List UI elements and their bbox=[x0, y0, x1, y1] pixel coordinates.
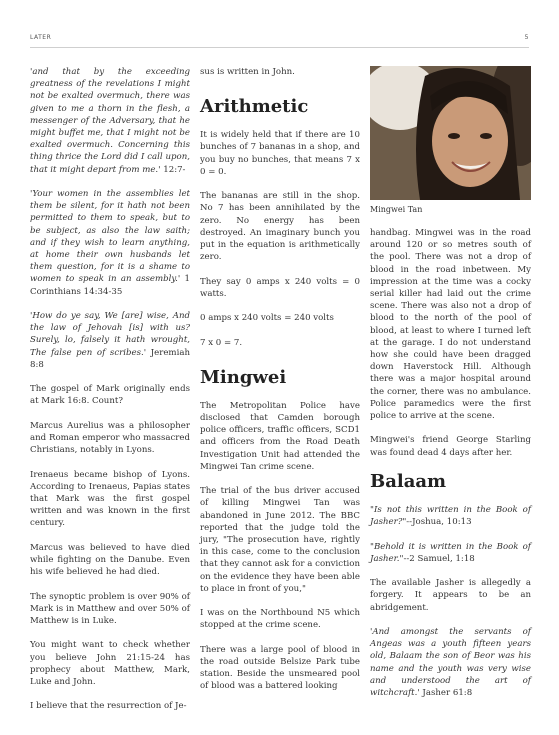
paragraph: It is widely held that if there are 10 bunches of 7 bananas in a shop, and you buy no bunches, that means 7 x 0 = 0. bbox=[200, 130, 360, 177]
quote-2-corinthians: 'and that by the exceeding greatness of the revelations I might not be exalted overmuch, there was given to me a thorn in the flesh, a messenger of the Adversary, that he might buffet me, that I might not be exalted overmuch. Concerning this thing thrice the Lord did I call upon, that it might depart from me.' 12:7- bbox=[30, 67, 190, 175]
paragraph: Marcus Aurelius was a philosopher and Roman emperor who massacred Christians, notably in Lyons. bbox=[30, 420, 190, 456]
paragraph: The available Jasher is allegedly a forgery. It appears to be an abridgement. bbox=[370, 578, 531, 613]
paragraph: You might want to check whether you believe John 21:15-24 has prophecy about Matthew, Mark, Luke and John. bbox=[30, 640, 190, 688]
section-heading-balaam: Balaam bbox=[370, 471, 447, 493]
paragraph: The synoptic problem is over 90% of Mark is in Matthew and over 50% of Matthew is in Luke. bbox=[30, 591, 190, 627]
paragraph: Irenaeus became bishop of Lyons. According to Irenaeus, Papias states that Mark was the first gospel written and was known in the first century. bbox=[30, 469, 190, 529]
quote-1-corinthians: 'Your women in the assemblies let them be silent, for it hath not been permitted to them to speak, but to be subject, as also the law saith; and if they wish to learn anything, at home their own husbands let them question, for it is a shame to women to speak in an assembly.' 1 Corinthians 14:34-35 bbox=[30, 189, 191, 297]
paragraph: Mingwei's friend George Starling was found dead 4 days after her. bbox=[370, 435, 531, 458]
photo-caption: Mingwei Tan bbox=[370, 205, 423, 214]
column-2 bbox=[200, 66, 360, 693]
column-3 bbox=[370, 66, 531, 699]
paragraph: Marcus was believed to have died while fighting on the Danube. Even his wife believed he had died. bbox=[30, 542, 190, 578]
portrait-photo bbox=[370, 66, 531, 200]
page-number: 5 bbox=[524, 34, 529, 41]
paragraph: The gospel of Mark originally ends at Mark 16:8. Count? bbox=[30, 384, 190, 407]
paragraph: 0 amps x 240 volts = 240 volts bbox=[200, 313, 334, 324]
paragraph: The bananas are still in the shop. No 7 has been annihilated by the zero. No energy has been destroyed. An imaginary bunch you put in the equation is arithmetically zero. bbox=[200, 191, 360, 263]
paragraph: There was a large pool of blood in the road outside Belsize Park tube station. Beside the unsmeared pool of blood was a battered looking bbox=[200, 644, 360, 692]
paragraph: I was on the Northbound N5 which stopped at the crime scene. bbox=[200, 608, 360, 631]
paragraph: I believe that the resurrection of Je- bbox=[30, 701, 187, 712]
section-heading-mingwei: Mingwei bbox=[200, 366, 287, 388]
running-title: LATER bbox=[30, 34, 52, 41]
section-heading-arithmetic: Arithmetic bbox=[200, 96, 309, 118]
header-rule bbox=[30, 47, 529, 48]
paragraph: They say 0 amps x 240 volts = 0 watts. bbox=[200, 276, 360, 299]
paragraph: The Metropolitan Police have disclosed that Camden borough police officers, traffic officers, SCD1 and officers from the Road Death Investigation Unit had attended the Mingwei Tan crime scene. bbox=[200, 400, 360, 472]
paragraph: handbag. Mingwei was in the road around 120 or so metres south of the pool. There was not a drop of blood in the road inbetween. My impression at the time was a cocky serial killer had laid out the crime scene. There was also not a drop of blood to the north of the pool of blood, at least to where I turned left at the garage. I do not understand how she could have been dragged down Haverstock Hill. Although there was a major hospital around the corner, there was no ambulance. Police paramedics were the first police to arrive at the scene. bbox=[370, 228, 531, 422]
paragraph: sus is written in John. bbox=[200, 67, 295, 77]
portrait-illustration bbox=[370, 66, 531, 200]
quote-joshua: "Is not this written in the Book of Jasher?"--Joshua, 10:13 bbox=[370, 505, 531, 528]
paragraph: The trial of the bus driver accused of killing Mingwei Tan was abandoned in June 2012. The BBC reported that the judge told the jury, "The prosecution have, rightly in this case, come to the conclusion that they cannot ask for a conviction on the evidence they have been able to place in front of you," bbox=[200, 486, 360, 594]
column-1 bbox=[30, 66, 190, 713]
page-header bbox=[30, 34, 529, 46]
quote-jasher: 'And amongst the servants of Angeas was a youth fifteen years old, Balaam the son of Beor was his name and the youth was very wise and understood the art of witchcraft.' Jasher 61:8 bbox=[370, 627, 531, 699]
paragraph: 7 x 0 = 7. bbox=[200, 337, 243, 348]
quote-samuel: "Behold it is written in the Book of Jasher."--2 Samuel, 1:18 bbox=[370, 541, 531, 564]
quote-jeremiah: 'How do ye say, We [are] wise, And the law of Jehovah [is] with us? Surely, lo, falsely it hath wrought, The false pen of scribes.' Jeremiah 8:8 bbox=[30, 311, 190, 370]
